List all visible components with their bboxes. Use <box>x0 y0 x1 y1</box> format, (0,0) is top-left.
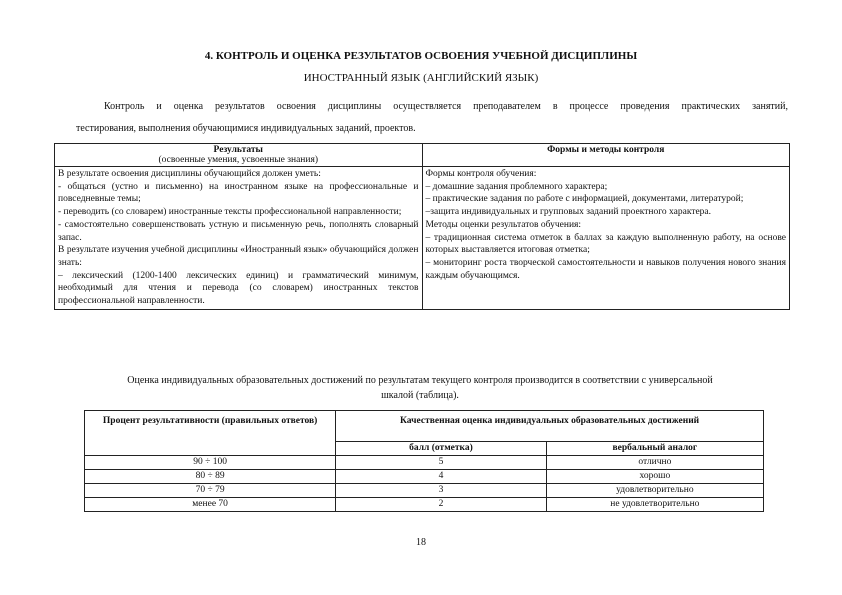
results-line: - самостоятельно совершенствовать устную и письменную речь, пополнять словарный запас. <box>58 219 419 243</box>
intro-paragraph-line-2: тестирования, выполнения обучающимися индивидуальных заданий, проектов. <box>76 123 416 134</box>
results-line: В результате освоения дисциплины обучающийся должен уметь: <box>58 169 321 179</box>
score-cell: 3 <box>336 484 546 498</box>
percent-cell: 90 ÷ 100 <box>85 456 336 470</box>
score-cell: 5 <box>336 456 546 470</box>
results-table-body-row <box>55 167 790 310</box>
results-methods-table <box>54 143 790 310</box>
results-header-subtitle: (освоенные умения, усвоенные знания) <box>158 155 319 165</box>
methods-line: – мониторинг роста творческой самостоятельности и навыков получения нового знания каждым обучающимся. <box>425 257 786 281</box>
results-line: - переводить (со словарем) иностранные тексты профессиональной направленности; <box>58 207 402 218</box>
methods-cell <box>422 167 790 310</box>
verbal-cell: не удовлетворительно <box>546 498 763 512</box>
grading-note <box>80 373 760 403</box>
table-row <box>85 456 764 470</box>
verbal-column-header: вербальный аналог <box>546 442 763 456</box>
score-cell: 2 <box>336 498 546 512</box>
results-line: - общаться (устно и письменно) на иностранном языке на профессиональные и повседневные темы; <box>58 181 419 205</box>
table-row <box>85 484 764 498</box>
methods-line: Методы оценки результатов обучения: <box>425 219 582 230</box>
verbal-cell: хорошо <box>546 470 763 484</box>
verbal-cell: удовлетворительно <box>546 484 763 498</box>
percent-cell: менее 70 <box>85 498 336 512</box>
page-number: 18 <box>416 537 426 548</box>
grading-scale-table <box>84 410 764 512</box>
percent-cell: 70 ÷ 79 <box>85 484 336 498</box>
verbal-cell: отлично <box>546 456 763 470</box>
results-line: – лексический (1200-1400 лексических единиц) и грамматический минимум, необходимый для чтения и перевода (со словарем) иностранных текстов профессиональной направленности. <box>58 270 419 307</box>
methods-line: Формы контроля обучения: <box>425 169 537 179</box>
methods-column-header: Формы и методы контроля <box>422 144 790 167</box>
section-title: 4. КОНТРОЛЬ И ОЦЕНКА РЕЗУЛЬТАТОВ ОСВОЕНИЯ УЧЕБНОЙ ДИСЦИПЛИНЫ <box>204 50 638 62</box>
score-cell: 4 <box>336 470 546 484</box>
percent-cell: 80 ÷ 89 <box>85 470 336 484</box>
table-row <box>85 470 764 484</box>
methods-line: – традиционная система отметок в баллах за каждую выполненную работу, на основе которых выставляется итоговая отметка; <box>425 232 786 256</box>
results-table-header-row <box>55 144 790 167</box>
score-column-header: балл (отметка) <box>336 442 546 456</box>
grading-note-line-2: шкалой (таблица). <box>381 390 459 401</box>
methods-line: – домашние задания проблемного характера; <box>425 181 608 192</box>
intro-paragraph-line-1: Контроль и оценка результатов освоения дисциплины осуществляется преподавателем в процессе проведения практических занятий, <box>104 101 788 112</box>
grading-header-row <box>85 411 764 442</box>
methods-line: –защита индивидуальных и групповых заданий проектного характера. <box>425 207 712 218</box>
results-header-title: Результаты <box>213 145 263 155</box>
discipline-subtitle: ИНОСТРАННЫЙ ЯЗЫК (АНГЛИЙСКИЙ ЯЗЫК) <box>303 72 539 84</box>
percent-column-header: Процент результативности (правильных ответов) <box>85 411 336 456</box>
grading-note-line-1: Оценка индивидуальных образовательных достижений по результатам текущего контроля производится в соответствии с универсальной <box>127 375 713 386</box>
results-column-header <box>55 144 423 167</box>
methods-line: – практические задания по работе с информацией, документами, литературой; <box>425 194 744 205</box>
quality-assessment-header: Качественная оценка индивидуальных образовательных достижений <box>336 411 764 442</box>
results-cell <box>55 167 423 310</box>
table-row <box>85 498 764 512</box>
results-line: В результате изучения учебной дисциплины «Иностранный язык» обучающийся должен знать: <box>58 245 419 268</box>
